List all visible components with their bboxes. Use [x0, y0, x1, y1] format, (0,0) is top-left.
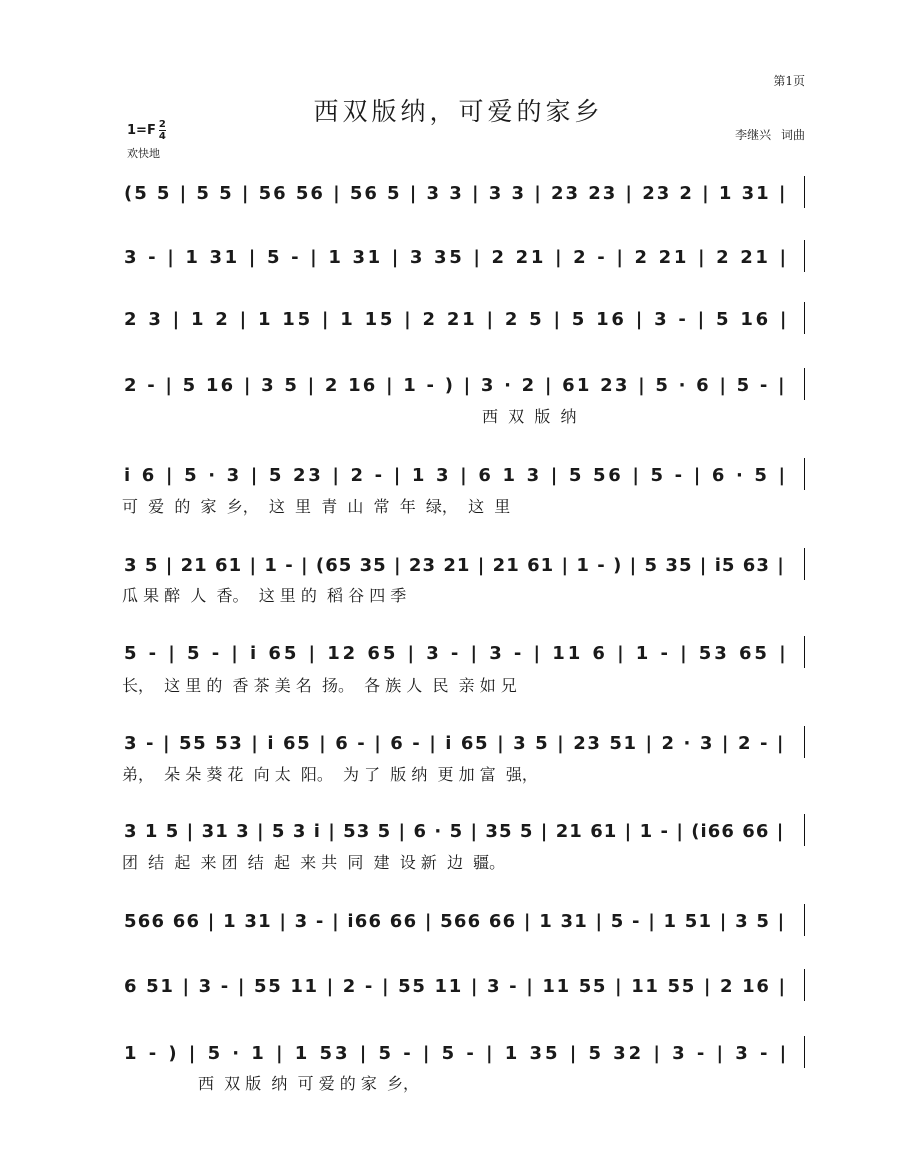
time-signature — [159, 120, 166, 141]
score-row — [122, 306, 806, 334]
bar-line — [804, 458, 805, 490]
lyric-line: 瓜 果 醉 人 香。 这 里 的 稻 谷 四 季 — [122, 586, 407, 605]
notation-line: 3 1 5 | 31 3 | 5 3 i | 53 5 | 6 · 5 | 35 5 | 21 61 | 1 - | (i66 66 | — [124, 821, 785, 842]
page-number: 第1页 — [773, 74, 805, 88]
bar-line — [804, 240, 805, 272]
notation-line: i 6 | 5 · 3 | 5 23 | 2 - | 1 3 | 6 1 3 | 5 56 | 5 - | 6 · 5 | — [124, 465, 788, 486]
notation-line: 3 - | 1 31 | 5 - | 1 31 | 3 35 | 2 21 | 2 - | 2 21 | 2 21 | — [124, 247, 789, 268]
bar-line — [804, 548, 805, 580]
key-signature — [127, 120, 166, 141]
time-signature-bottom: 4 — [158, 131, 166, 142]
bar-line — [804, 1036, 805, 1068]
lyric-line: 长， 这 里 的 香 茶 美 名 扬。 各 族 人 民 亲 如 兄 — [122, 676, 517, 695]
song-title: 西双版纳，可爱的家乡 — [313, 97, 604, 126]
bar-line — [804, 904, 805, 936]
lyric-line: 弟， 朵 朵 葵 花 向 太 阳。 为 了 版 纳 更 加 富 强， — [122, 765, 538, 784]
score-row — [122, 640, 806, 668]
notation-line: 1 - ) | 5 · 1 | 1 53 | 5 - | 5 - | 1 35 | 5 32 | 3 - | 3 - | — [124, 1043, 790, 1064]
lyric-line: 西 双 版 纳 — [482, 407, 577, 426]
bar-line — [804, 814, 805, 846]
notation-line: 2 - | 5 16 | 3 5 | 2 16 | 1 - ) | 3 · 2 | 61 23 | 5 · 6 | 5 - | — [124, 375, 787, 396]
notation-line: 6 51 | 3 - | 55 11 | 2 - | 55 11 | 3 - | 11 55 | 11 55 | 2 16 | — [124, 976, 787, 997]
score-row — [122, 1040, 806, 1068]
notation-line: 3 5 | 21 61 | 1 - | (65 35 | 23 21 | 21 61 | 1 - ) | 5 35 | i5 63 | — [124, 555, 785, 576]
bar-line — [804, 726, 805, 758]
lyric-line: 可 爱 的 家 乡， 这 里 青 山 常 年 绿， 这 里 — [122, 497, 511, 516]
lyric-line: 团 结 起 来 团 结 起 来 共 同 建 设 新 边 疆。 — [122, 853, 506, 872]
score-row — [122, 818, 806, 846]
score-row — [122, 372, 806, 400]
tempo-marking: 欢快地 — [127, 147, 160, 160]
score-row — [122, 908, 806, 936]
bar-line — [804, 969, 805, 1001]
score-row — [122, 462, 806, 490]
bar-line — [804, 302, 805, 334]
notation-line: (5 5 | 5 5 | 56 56 | 56 5 | 3 3 | 3 3 | 23 23 | 23 2 | 1 31 | — [124, 183, 788, 204]
score-row — [122, 552, 806, 580]
bar-line — [804, 368, 805, 400]
notation-line: 3 - | 55 53 | i 65 | 6 - | 6 - | i 65 | 3 5 | 23 51 | 2 · 3 | 2 - | — [124, 733, 786, 754]
bar-line — [804, 176, 805, 208]
score-row — [122, 180, 806, 208]
key-label: 1=F — [127, 123, 156, 138]
score-row — [122, 244, 806, 272]
bar-line — [804, 636, 805, 668]
score-row — [122, 973, 806, 1001]
time-signature-top: 2 — [158, 119, 166, 130]
score-row — [122, 730, 806, 758]
lyric-line: 西 双 版 纳 可 爱 的 家 乡， — [198, 1074, 420, 1093]
notation-line: 2 3 | 1 2 | 1 15 | 1 15 | 2 21 | 2 5 | 5 16 | 3 - | 5 16 | — [124, 309, 790, 330]
notation-line: 5 - | 5 - | i 65 | 12 65 | 3 - | 3 - | 11 6 | 1 - | 53 65 | — [124, 643, 789, 664]
credit: 李继兴 词曲 — [735, 128, 805, 142]
notation-line: 566 66 | 1 31 | 3 - | i66 66 | 566 66 | 1 31 | 5 - | 1 51 | 3 5 | — [124, 911, 786, 932]
